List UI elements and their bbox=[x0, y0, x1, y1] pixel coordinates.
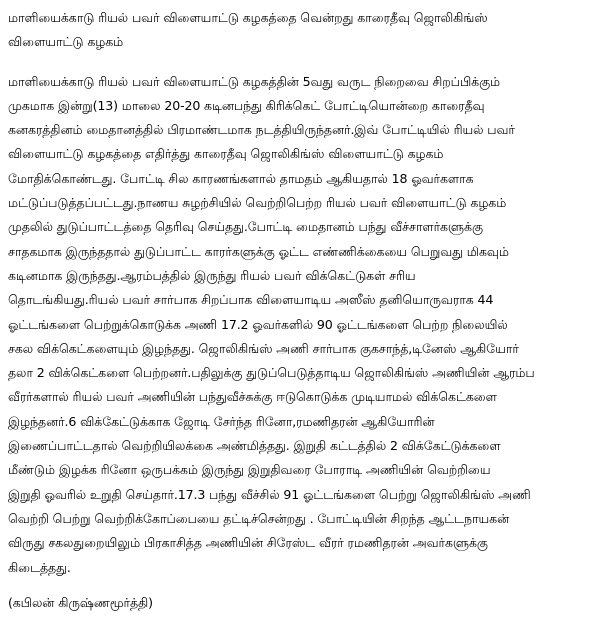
article-byline: (கபிலன் கிருஷ்ணமூர்த்தி) bbox=[8, 594, 153, 610]
body-line: சகல விக்கெட்களையும் இழந்தது. ஜொலிகிங்ஸ் அணி சார்பாக குகசாந்த்,டினேஸ் ஆகியோர் bbox=[8, 340, 519, 356]
body-line: தலா 2 விக்கெட்களை பெற்றனர்.பதிலுக்கு துடுப்பெடுத்தாடிய ஜொலிகிங்ஸ் அணியின் ஆரம்ப bbox=[8, 365, 535, 381]
body-line: மோதிக்கொண்டது. போட்டி சில காரணங்களால் தாமதம் ஆகியதால் 18 ஓவர்களாக bbox=[8, 170, 474, 186]
body-line: இணைப்பாட்டதால் வெற்றியிலக்கை அண்மித்தது. இறுதி கட்டத்தில் 2 விக்கேட்டுக்களை bbox=[8, 438, 501, 454]
article bbox=[8, 6, 604, 614]
body-line: மீண்டும் இழக்க ரினோ ஒருபக்கம் இருந்து இறுதிவரை போராடி அணியின் வெற்றியை bbox=[8, 462, 491, 478]
body-line: மாளியைக்காடு ரியல் பவர் விளையாட்டு கழகத்தின் 5வது வருட நிறைவை சிறப்பிக்கும் bbox=[8, 73, 501, 89]
body-line: சாதகமாக இருந்ததால் துடுப்பாட்ட காரர்களுக்கு ஓட்ட எண்ணிக்கையை பெறுவது மிகவும் bbox=[8, 243, 509, 259]
body-line: கிடைத்தது. bbox=[8, 559, 71, 575]
article-body bbox=[8, 70, 604, 580]
body-line: தொடங்கியது.ரியல் பவர் சார்பாக சிறப்பாக விளையாடிய அஸீஸ் தனியொருவராக 44 bbox=[8, 292, 494, 308]
body-line: கனகரத்தினம் மைதானத்தில் பிரமாண்டமாக நடத்தியிருந்தனர்.இவ் போட்டியில் ரியல் பவர் bbox=[8, 122, 515, 138]
body-line: முகமாக இன்று(13) மாலை 20-20 கடினபந்து கிரிக்கெட் போட்டியொன்றை காரைதீவு bbox=[8, 97, 485, 113]
headline-line: விளையாட்டு கழகம் bbox=[8, 34, 124, 50]
headline-line: மாளியைக்காடு ரியல் பவர் விளையாட்டு கழகத்தை வென்றது காரைதீவு ஜொலிகிங்ஸ் bbox=[8, 10, 488, 25]
body-line: மட்டுப்படுத்தப்பட்டது.நாணய சுழற்சியில் வெற்றிபெற்ற ரியல் பவர் விளையாட்டு கழகம் bbox=[8, 195, 507, 211]
body-line: வெற்றி பெற்று வெற்றிக்கோப்பையை தட்டிச்சென்றது . போட்டியின் சிறந்த ஆட்டநாயகன் bbox=[8, 510, 510, 526]
body-line: இறுதி ஓவரில் உறுதி செய்தார்.17.3 பந்து வீச்சில் 91 ஓட்டங்களை பெற்று ஜொலிகிங்ஸ் அணி bbox=[8, 486, 531, 502]
body-line: முதலில் துடுப்பாட்டத்தை தெரிவு செய்தது.போட்டி மைதானம் பந்து வீச்சாளர்களுக்கு bbox=[8, 219, 483, 235]
body-line: கடினமாக இருந்தது.ஆரம்பத்தில் இருந்து ரியல் பவர் விக்கெட்டுகள் சரிய bbox=[8, 267, 416, 283]
body-line: வீரர்களால் ரியல் பவர் அணியின் பந்துவீச்சுக்கு ஈடுகொடுக்க முடியாமல் விக்கெட்களை bbox=[8, 389, 497, 405]
body-line: விளையாட்டு கழகத்தை எதிர்த்து காரைதீவு ஜொலிகிங்ஸ் விளையாட்டு கழகம் bbox=[8, 146, 444, 162]
body-line: ஓட்டங்களை பெற்றுக்கொடுக்க அணி 17.2 ஓவர்களில் 90 ஓட்டங்களை பெற்ற நிலையில் bbox=[8, 316, 508, 332]
body-line: விருது சகலதுறையிலும் பிரகாசித்த அணியின் சிரேஸ்ட வீரர் ரமணிதரன் அவர்களுக்கு bbox=[8, 535, 488, 551]
body-line: இழந்தனர்.6 விக்கேட்டுக்காக ஜோடி சேர்ந்த ரினோ,ரமணிதரன் ஆகியோரின் bbox=[8, 413, 435, 429]
article-headline bbox=[8, 6, 604, 55]
